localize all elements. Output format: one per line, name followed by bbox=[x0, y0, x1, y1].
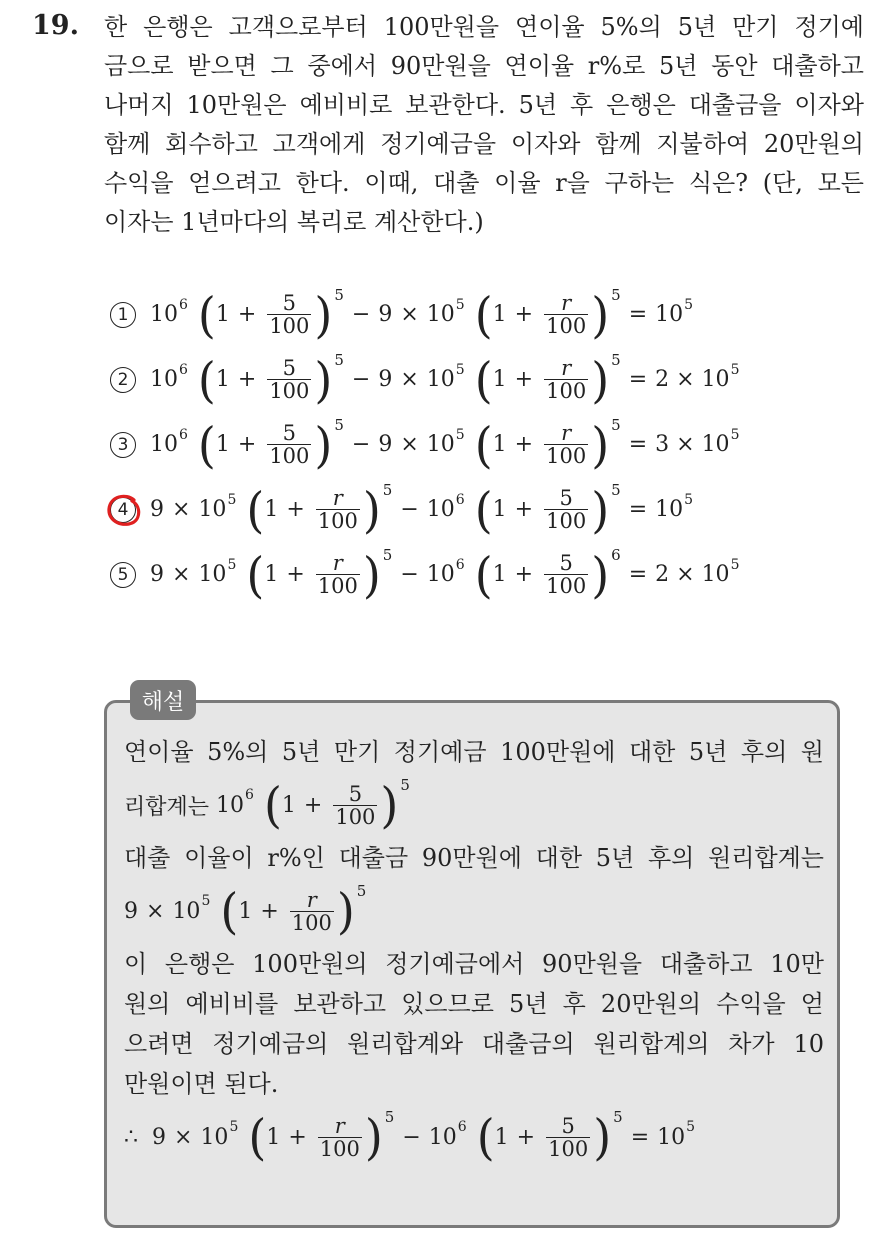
explanation-line: 으려면 정기예금의 원리합계와 대출금의 원리합계의 차가 10 bbox=[124, 1030, 824, 1058]
explanation-line: 대출 이율이 r%인 대출금 90만원에 대한 5년 후의 원리합계는 bbox=[124, 844, 824, 872]
choice-1[interactable] bbox=[110, 282, 790, 347]
choice-number: 4 bbox=[110, 497, 136, 523]
question-line: 수익을 얻으려고 한다. 이때, 대출 이율 r을 구하는 식은? (단, 모든 bbox=[104, 169, 864, 197]
question-number: 19. bbox=[32, 10, 79, 41]
explanation-content bbox=[124, 732, 824, 1170]
explanation-tag: 해설 bbox=[130, 680, 196, 720]
choice-formula: 10 6 ( 1 + $\frac{5}{100}$ ) 5 − 9 × 10 5 ( 1 + $\frac{r}{100}$ ) 5 = 3 × 10 5 bbox=[150, 415, 740, 473]
question-line: 한 은행은 고객으로부터 100만원을 연이율 5%의 5년 만기 정기예 bbox=[104, 13, 864, 41]
question-line: 나머지 10만원은 예비비로 보관한다. 5년 후 은행은 대출금을 이자와 bbox=[104, 91, 864, 119]
answer-mark-icon bbox=[104, 491, 144, 531]
explanation-line: 원의 예비비를 보관하고 있으므로 5년 후 20만원의 수익을 얻 bbox=[124, 990, 824, 1018]
question-line: 함께 회수하고 고객에게 정기예금을 이자와 함께 지불하여 20만원의 bbox=[104, 130, 864, 158]
explanation-formula-final: ∴ 9 × 10 5 ( 1 + $\frac{r}{100}$ ) 5 − 10 6 ( 1 + $\frac{5}{100}$ ) 5 = 10 5 bbox=[124, 1108, 696, 1166]
choice-2[interactable] bbox=[110, 347, 790, 412]
question-line: 이자는 1년마다의 복리로 계산한다.) bbox=[104, 208, 484, 236]
choice-formula: 10 6 ( 1 + $\frac{5}{100}$ ) 5 − 9 × 10 5 ( 1 + $\frac{r}{100}$ ) 5 = 2 × 10 5 bbox=[150, 350, 740, 408]
choice-3[interactable] bbox=[110, 412, 790, 477]
choice-number: 5 bbox=[110, 562, 136, 588]
explanation-line: 이 은행은 100만원의 정기예금에서 90만원을 대출하고 10만 bbox=[124, 950, 824, 978]
explanation-formula-1: 리합계는 10 6 ( 1 + $\frac{5}{100}$ ) 5 bbox=[124, 776, 410, 834]
choice-number: 1 bbox=[110, 302, 136, 328]
choice-number: 3 bbox=[110, 432, 136, 458]
choice-formula: 9 × 10 5 ( 1 + $\frac{r}{100}$ ) 5 − 10 6 ( 1 + $\frac{5}{100}$ ) 6 = 2 × 10 5 bbox=[150, 545, 740, 603]
choice-4[interactable] bbox=[110, 477, 790, 542]
choice-formula: 10 6 ( 1 + $\frac{5}{100}$ ) 5 − 9 × 10 5 ( 1 + $\frac{r}{100}$ ) 5 = 10 5 bbox=[150, 285, 694, 343]
explanation-line: 연이율 5%의 5년 만기 정기예금 100만원에 대한 5년 후의 원 bbox=[124, 738, 824, 766]
explanation-line: 만원이면 된다. bbox=[124, 1070, 279, 1098]
explanation-formula-2: 9 × 10 5 ( 1 + $\frac{r}{100}$ ) 5 bbox=[124, 882, 367, 940]
question-text bbox=[104, 8, 864, 242]
answer-choices bbox=[110, 282, 790, 607]
choice-number: 2 bbox=[110, 367, 136, 393]
choice-5[interactable] bbox=[110, 542, 790, 607]
choice-formula: 9 × 10 5 ( 1 + $\frac{r}{100}$ ) 5 − 10 6 ( 1 + $\frac{5}{100}$ ) 5 = 10 5 bbox=[150, 480, 694, 538]
question-line: 금으로 받으면 그 중에서 90만원을 연이율 r%로 5년 동안 대출하고 bbox=[104, 52, 864, 80]
